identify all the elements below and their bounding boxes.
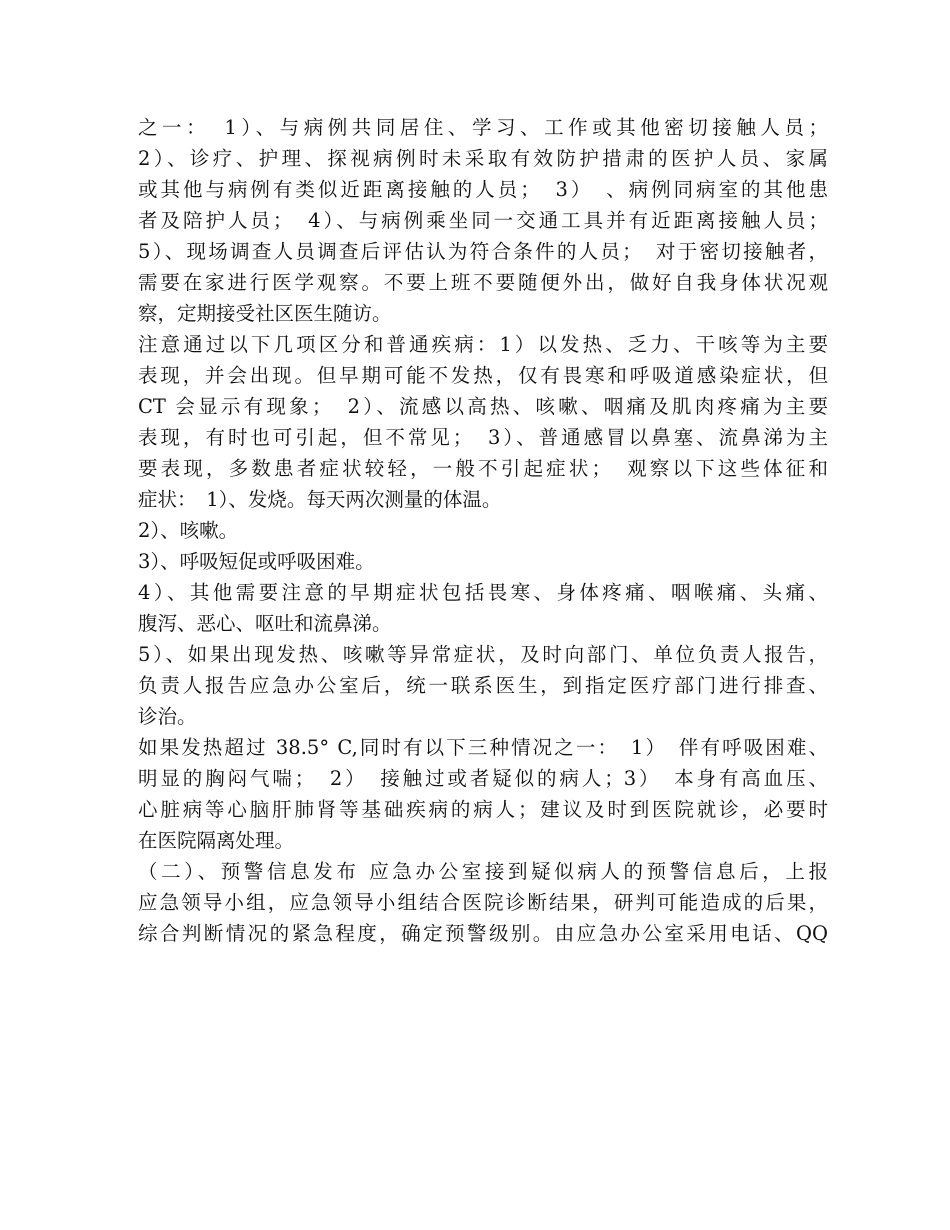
text-line: 2）、咳嗽。 <box>138 519 239 542</box>
text-line: 在医院隔离处理。 <box>138 829 295 852</box>
text-line: 表现，有时也可引起，但不常见； 3）、普通感冒以鼻塞、流鼻涕为主 <box>138 426 828 449</box>
text-line: 负责人报告应急办公室后，统一联系医生，到指定医疗部门进行排查、 <box>138 674 828 697</box>
text-line: 腹泻、恶心、呕吐和流鼻涕。 <box>138 612 392 635</box>
text-line: （二）、预警信息发布 应急办公室接到疑似病人的预警信息后，上报 <box>138 860 828 883</box>
text-line: CT 会显示有现象； 2）、流感以高热、咳嗽、咽痛及肌肉疼痛为主要 <box>138 395 828 418</box>
text-line: 之一： 1）、与病例共同居住、学习、工作或其他密切接触人员； <box>138 116 828 139</box>
text-line: 需要在家进行医学观察。不要上班不要随便外出，做好自我身体状况观 <box>138 271 828 294</box>
text-line: 2）、诊疗、护理、探视病例时未采取有效防护措肃的医护人员、家属 <box>138 147 828 170</box>
text-line: 5）、如果出现发热、咳嗽等异常症状，及时向部门、单位负责人报告， <box>138 643 828 666</box>
text-line: 或其他与病例有类似近距离接触的人员； 3） 、病例同病室的其他患 <box>138 178 828 201</box>
text-line: 注意通过以下几项区分和普通疾病：1）以发热、乏力、干咳等为主要 <box>138 333 828 356</box>
text-line: 诊治。 <box>138 705 197 728</box>
text-line: 如果发热超过 38.5° C,同时有以下三种情况之一： 1） 伴有呼吸困难、 <box>138 736 828 759</box>
text-line: 3）、呼吸短促或呼吸困难。 <box>138 550 375 573</box>
text-line: 察，定期接受社区医生随访。 <box>138 302 392 325</box>
text-line: 症状： 1）、发烧。每天两次测量的体温。 <box>138 488 502 511</box>
text-line: 4）、其他需要注意的早期症状包括畏寒、身体疼痛、咽喉痛、头痛、 <box>138 581 828 604</box>
text-line: 心脏病等心脑肝肺肾等基础疾病的病人；建议及时到医院就诊，必要时 <box>138 798 828 821</box>
text-line: 综合判断情况的紧急程度，确定预警级别。由应急办公室采用电话、QQ <box>138 922 828 945</box>
text-line: 应急领导小组，应急领导小组结合医院诊断结果，研判可能造成的后果， <box>138 891 828 914</box>
document-page <box>138 112 828 949</box>
text-line: 者及陪护人员； 4）、与病例乘坐同一交通工具并有近距离接触人员； <box>138 209 828 232</box>
text-line: 明显的胸闷气喘； 2） 接触过或者疑似的病人；3） 本身有高血压、 <box>138 767 828 790</box>
text-line: 表现，并会出现。但早期可能不发热，仅有畏寒和呼吸道感染症状，但 <box>138 364 828 387</box>
text-line: 5）、现场调查人员调查后评估认为符合条件的人员； 对于密切接触者， <box>138 240 828 263</box>
text-line: 要表现，多数患者症状较轻，一般不引起症状； 观察以下这些体征和 <box>138 457 828 480</box>
